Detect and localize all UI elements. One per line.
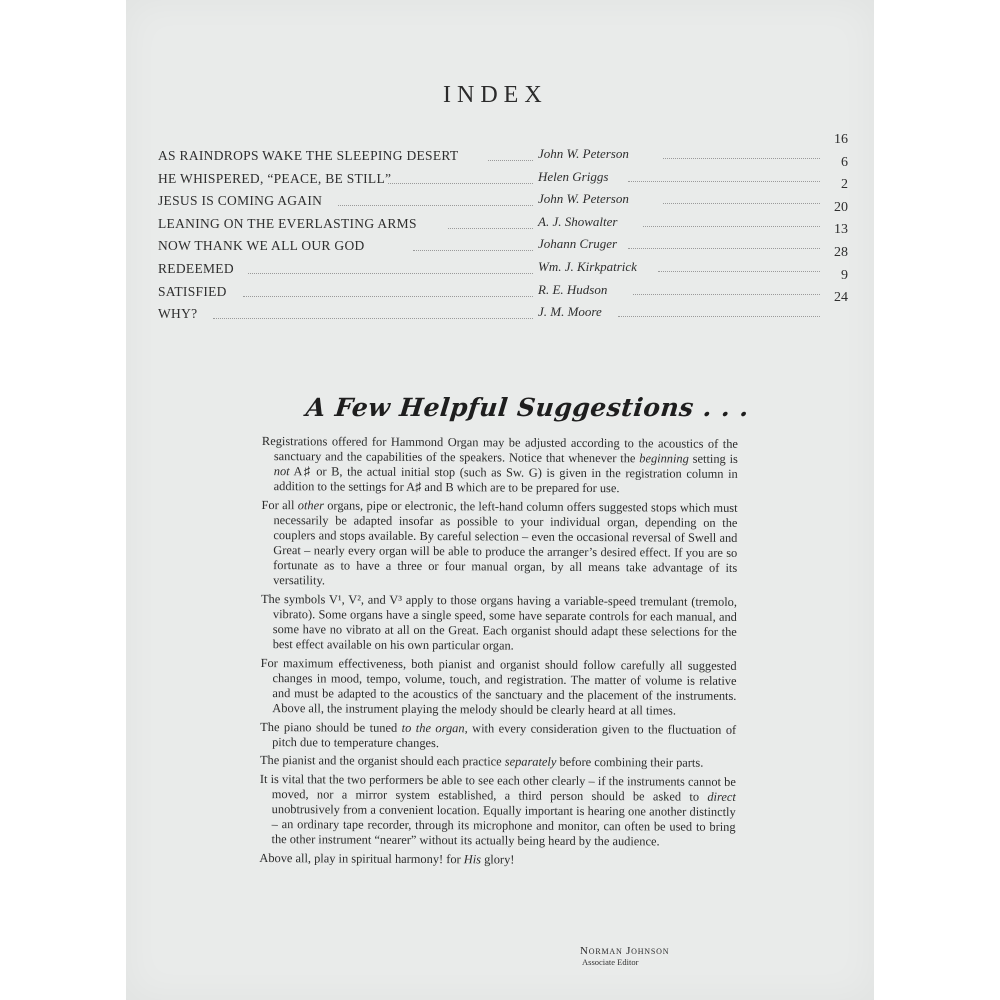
- index-table: [158, 132, 848, 322]
- page-number: 28: [834, 244, 848, 260]
- index-title: INDEX: [443, 82, 548, 108]
- page-number: 24: [834, 290, 848, 306]
- song-title: JESUS IS COMING AGAIN: [158, 193, 323, 209]
- song-title: REDEEMED: [158, 260, 234, 276]
- paragraph: For all other organs, pipe or electronic, the left-hand column offers suggested stops which must necessarily be adapted insofar as possible to your individual organ, depending on the couplers and stops available. By careful selection – even the occasional reversal of Swell and Great – nearly every organ will be able to produce the arranger’s desired effect. If you are so fortunate as to have a three or four manual organ, by all means take advantage of its versatility.: [261, 497, 738, 588]
- leader-dots: [248, 265, 533, 274]
- leader-dots: [388, 175, 533, 184]
- leader-dots: [628, 240, 820, 249]
- paragraph: Above all, play in spiritual harmony! for His glory!: [259, 850, 515, 867]
- composer: Johann Cruger: [538, 236, 618, 252]
- page-number: 13: [834, 222, 848, 238]
- leader-dots: [488, 152, 533, 161]
- leader-dots: [628, 173, 820, 182]
- leader-dots: [663, 150, 820, 159]
- paragraph: The piano should be tuned to the organ, with every consideration given to the fluctuation of pitch due to temperature changes.: [260, 719, 737, 750]
- composer: Helen Griggs: [538, 168, 609, 184]
- composer: R. E. Hudson: [538, 281, 608, 297]
- page-number: 6: [841, 154, 848, 170]
- page-number: 16: [834, 132, 848, 147]
- page-number: 9: [841, 267, 848, 283]
- composer: Wm. J. Kirkpatrick: [538, 258, 637, 274]
- song-title: LEANING ON THE EVERLASTING ARMS: [158, 215, 417, 231]
- index-row: [158, 132, 848, 163]
- leader-dots: [663, 195, 820, 204]
- song-title: HE WHISPERED, “PEACE, BE STILL”: [158, 170, 392, 186]
- composer: John W. Peterson: [538, 191, 629, 207]
- paragraph: The symbols V¹, V², and V³ apply to those organs having a variable-speed tremulant (tremolo, vibrato). Some organs have a single speed, some have separate controls for each manual, and some have no vibrato at all on the Great. Each organist should adapt these selections for the best effect available on his own particular organ.: [260, 591, 738, 653]
- leader-dots: [633, 286, 820, 295]
- signature-role: Associate Editor: [582, 957, 639, 967]
- composer: John W. Peterson: [538, 146, 629, 161]
- composer: J. M. Moore: [538, 304, 602, 320]
- signature-block: [580, 945, 669, 967]
- page-number: 2: [841, 177, 848, 193]
- leader-dots: [658, 263, 820, 272]
- paragraph: For maximum effectiveness, both pianist and organist should follow carefully all suggested changes in mood, tempo, volume, touch, and registration. The matter of volume is relative and must be adapted to the acoustics of the sanctuary and the placement of the instruments. Above all, the instrument playing the melody should be clearly heard at all times.: [260, 655, 737, 718]
- signature-name: Norman Johnson: [580, 945, 670, 957]
- paragraph: It is vital that the two performers be able to see each other clearly – if the instruments cannot be moved, nor a mirror system established, a third person should be asked to direct unobtrusively from a convenient location. Equally important is hearing one another distinctly – an ordinary tape recorder, through its microphone and monitor, can often be used to bring the other instrument “nearer” without its actually being heard by the audience.: [259, 771, 736, 849]
- song-title: SATISFIED: [158, 283, 227, 299]
- leader-dots: [243, 288, 533, 297]
- page-number: 20: [834, 199, 848, 215]
- song-title: NOW THANK WE ALL OUR GOD: [158, 238, 365, 254]
- paragraph: Registrations offered for Hammond Organ may be adjusted according to the acoustics of the sanctuary and the capabilities of the speakers. Notice that whenever the beginning setting is not A♯ or B, the actual initial stop (such as Sw. G) is given in the registration column in addition to the settings for A♯ and B which are to be prepared for use.: [261, 434, 738, 496]
- composer: A. J. Showalter: [538, 213, 618, 229]
- suggestions-title: A Few Helpful Suggestions . . .: [304, 393, 751, 422]
- leader-dots: [618, 308, 820, 317]
- leader-dots: [643, 218, 820, 227]
- suggestions-body: [259, 434, 738, 872]
- leader-dots: [448, 220, 533, 229]
- leader-dots: [213, 310, 533, 319]
- leader-dots: [338, 197, 533, 206]
- song-title: WHY?: [158, 306, 198, 322]
- song-title: AS RAINDROPS WAKE THE SLEEPING DESERT: [158, 148, 459, 163]
- paragraph: The pianist and the organist should each practice separately before combining their parts.: [259, 753, 704, 771]
- leader-dots: [413, 242, 533, 251]
